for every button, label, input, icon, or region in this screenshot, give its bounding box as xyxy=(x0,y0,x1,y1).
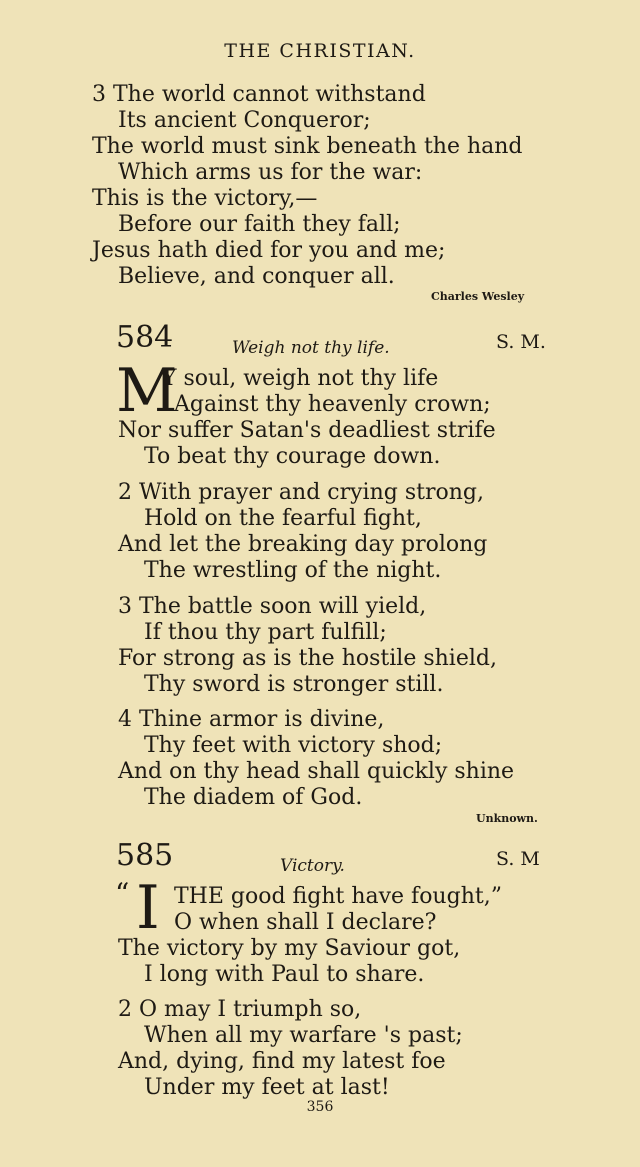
hymn-meter: S. M xyxy=(496,848,540,870)
verse-line: 4 Thine armor is divine, xyxy=(118,707,385,732)
verse-line: Believe, and conquer all. xyxy=(118,264,395,289)
verse-line: The diadem of God. xyxy=(144,785,363,810)
drop-cap: I xyxy=(136,873,160,943)
verse-line: If thou thy part fulfill; xyxy=(144,620,387,645)
page-number: 356 xyxy=(306,1099,334,1115)
author-attribution: Charles Wesley xyxy=(431,290,525,303)
hymn-title: Victory. xyxy=(280,856,345,876)
verse-line: Its ancient Conqueror; xyxy=(118,108,371,133)
hymn-meter: S. M. xyxy=(496,331,546,353)
verse-line: 2 O may I triumph so, xyxy=(118,997,362,1022)
author-attribution: Unknown. xyxy=(476,812,538,825)
verse-line: When all my warfare 's past; xyxy=(144,1023,463,1048)
drop-cap: M xyxy=(116,356,178,426)
verse-line: This is the victory,— xyxy=(92,186,318,211)
verse-line: O when shall I declare? xyxy=(174,910,437,935)
verse-line: And on thy head shall quickly shine xyxy=(118,759,515,784)
hymn-number: 584 xyxy=(116,320,174,355)
verse-line: The world must sink beneath the hand xyxy=(92,134,523,159)
verse-line: Hold on the fearful fight, xyxy=(144,506,422,531)
hymn-number: 585 xyxy=(116,838,174,873)
verse-line: Thy feet with victory shod; xyxy=(144,733,443,758)
verse-line: Against thy heavenly crown; xyxy=(174,392,491,417)
verse-line: I long with Paul to share. xyxy=(144,962,425,987)
verse-line: Which arms us for the war: xyxy=(118,160,423,185)
verse-line: To beat thy courage down. xyxy=(144,444,441,469)
verse-line: And, dying, find my latest foe xyxy=(118,1049,446,1074)
verse-line: Jesus hath died for you and me; xyxy=(92,238,446,263)
verse-line: THE good fight have fought,” xyxy=(174,884,502,909)
verse-line: Under my feet at last! xyxy=(144,1075,390,1100)
verse-line: The victory by my Saviour got, xyxy=(118,936,461,961)
running-header: THE CHRISTIAN. xyxy=(224,40,416,62)
hymn-title: Weigh not thy life. xyxy=(232,338,390,358)
verse-line: Before our faith they fall; xyxy=(118,212,401,237)
verse-line: Thy sword is stronger still. xyxy=(144,672,444,697)
opening-quote: “ xyxy=(115,877,130,910)
verse-line: 3 The battle soon will yield, xyxy=(118,594,427,619)
verse-line: Y soul, weigh not thy life xyxy=(162,366,439,391)
verse-line: Nor suffer Satan's deadliest strife xyxy=(118,418,496,443)
verse-line: For strong as is the hostile shield, xyxy=(118,646,497,671)
verse-line: And let the breaking day prolong xyxy=(118,532,488,557)
verse-line: The wrestling of the night. xyxy=(144,558,442,583)
verse-line: 3 The world cannot withstand xyxy=(92,82,426,107)
verse-line: 2 With prayer and crying strong, xyxy=(118,480,484,505)
